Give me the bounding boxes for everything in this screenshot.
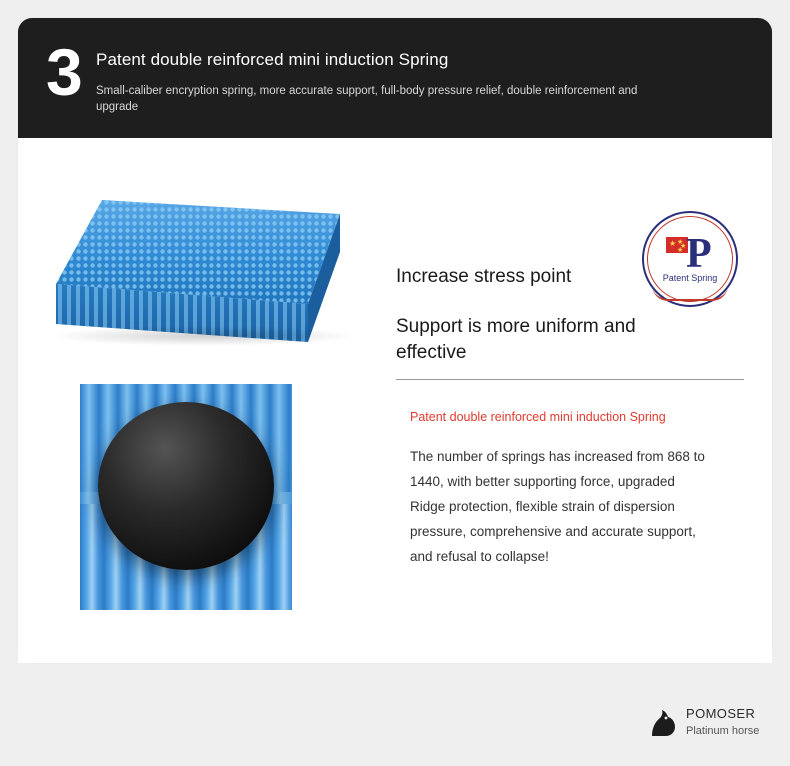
divider [396, 379, 744, 380]
section-number: 3 [46, 35, 83, 109]
horse-logo-icon [646, 706, 680, 740]
brand-footer [646, 704, 766, 766]
feature-description: The number of springs has increased from 868 to 1440, with better supporting force, upgraded Ridge protection, flexible strain of dispersion pressure, comprehensive and accurate support, and refusal to collapse! [410, 449, 705, 564]
headline-primary: Increase stress point [396, 266, 572, 287]
brand-subname: Platinum horse [686, 725, 760, 737]
header-band [18, 18, 772, 138]
feature-caption: Patent double reinforced mini induction Spring [410, 410, 666, 424]
brand-name: POMOSER [686, 706, 756, 721]
badge-text: Patent Spring [662, 273, 718, 283]
right-column [396, 138, 756, 663]
headline-secondary: Support is more uniform and effective [396, 316, 636, 363]
section-subtitle: Small-caliber encryption spring, more accurate support, full-body pressure relief, double reinforcement and upgrade [96, 85, 638, 113]
content-area [18, 138, 772, 737]
mat-shadow [48, 326, 358, 346]
badge-letter: P [686, 231, 712, 277]
ball-on-springs-image [80, 384, 292, 610]
section-title: Patent double reinforced mini induction Spring [96, 50, 449, 69]
steel-ball [98, 402, 274, 570]
product-info-card [18, 18, 772, 737]
patent-badge-icon: ★ ★ ★ ★ P Patent Spring [642, 211, 738, 307]
